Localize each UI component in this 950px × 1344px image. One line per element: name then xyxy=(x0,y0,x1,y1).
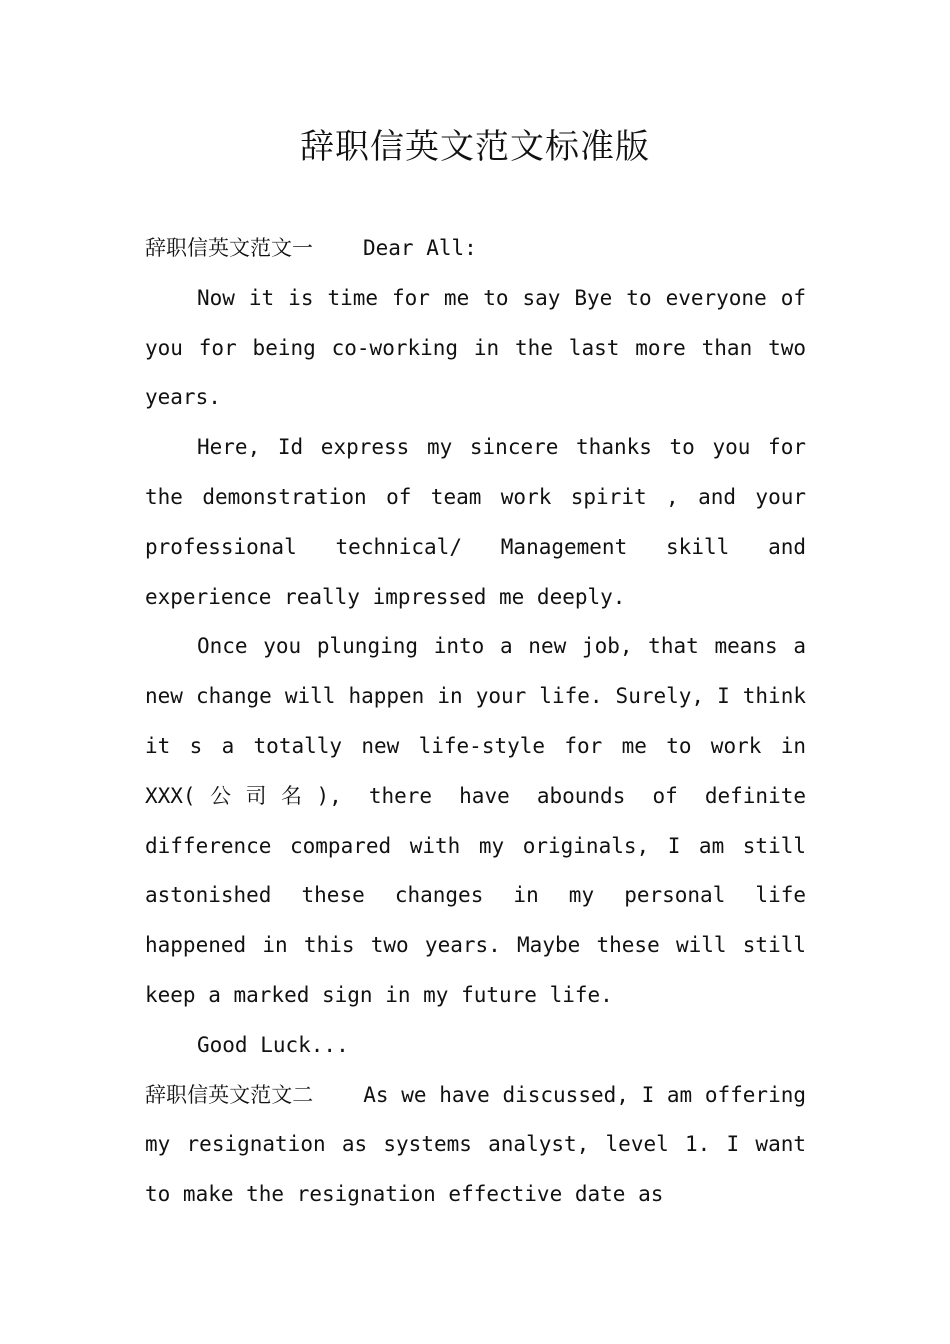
paragraph-1: Now it is time for me to say Bye to everyone of you for being co-working in the last more than two years. xyxy=(145,285,806,410)
document-body xyxy=(145,224,806,1220)
paragraph-3: Once you plunging into a new job, that means a new change will happen in your life. Surely, I think it s a totally new life-style for me to work in XXX(公司名), there have abounds of definite difference compared with my originals, I am still astonished these changes in my personal life happened in this two years. Maybe these will still keep a marked sign in my future life. xyxy=(145,634,806,1007)
section-two-opening: As we have discussed, I am offering my resignation as systems analyst, level 1. I want to make the resignation effective date as xyxy=(145,1082,806,1207)
section-one-salutation: Dear All: xyxy=(363,236,477,260)
section-two-opening-line xyxy=(145,1071,806,1220)
paragraph-2: Here, Id express my sincere thanks to you for the demonstration of team work spirit , and your professional technical/ Management skill and experience really impressed me deeply. xyxy=(145,435,806,609)
document-title: 辞职信英文范文标准版 xyxy=(300,127,650,167)
paragraph-4: Good Luck... xyxy=(197,1032,349,1057)
section-one-label: 辞职信英文范文一 xyxy=(145,236,313,260)
section-two-label: 辞职信英文范文二 xyxy=(145,1082,314,1107)
section-one-heading-line xyxy=(145,224,806,274)
